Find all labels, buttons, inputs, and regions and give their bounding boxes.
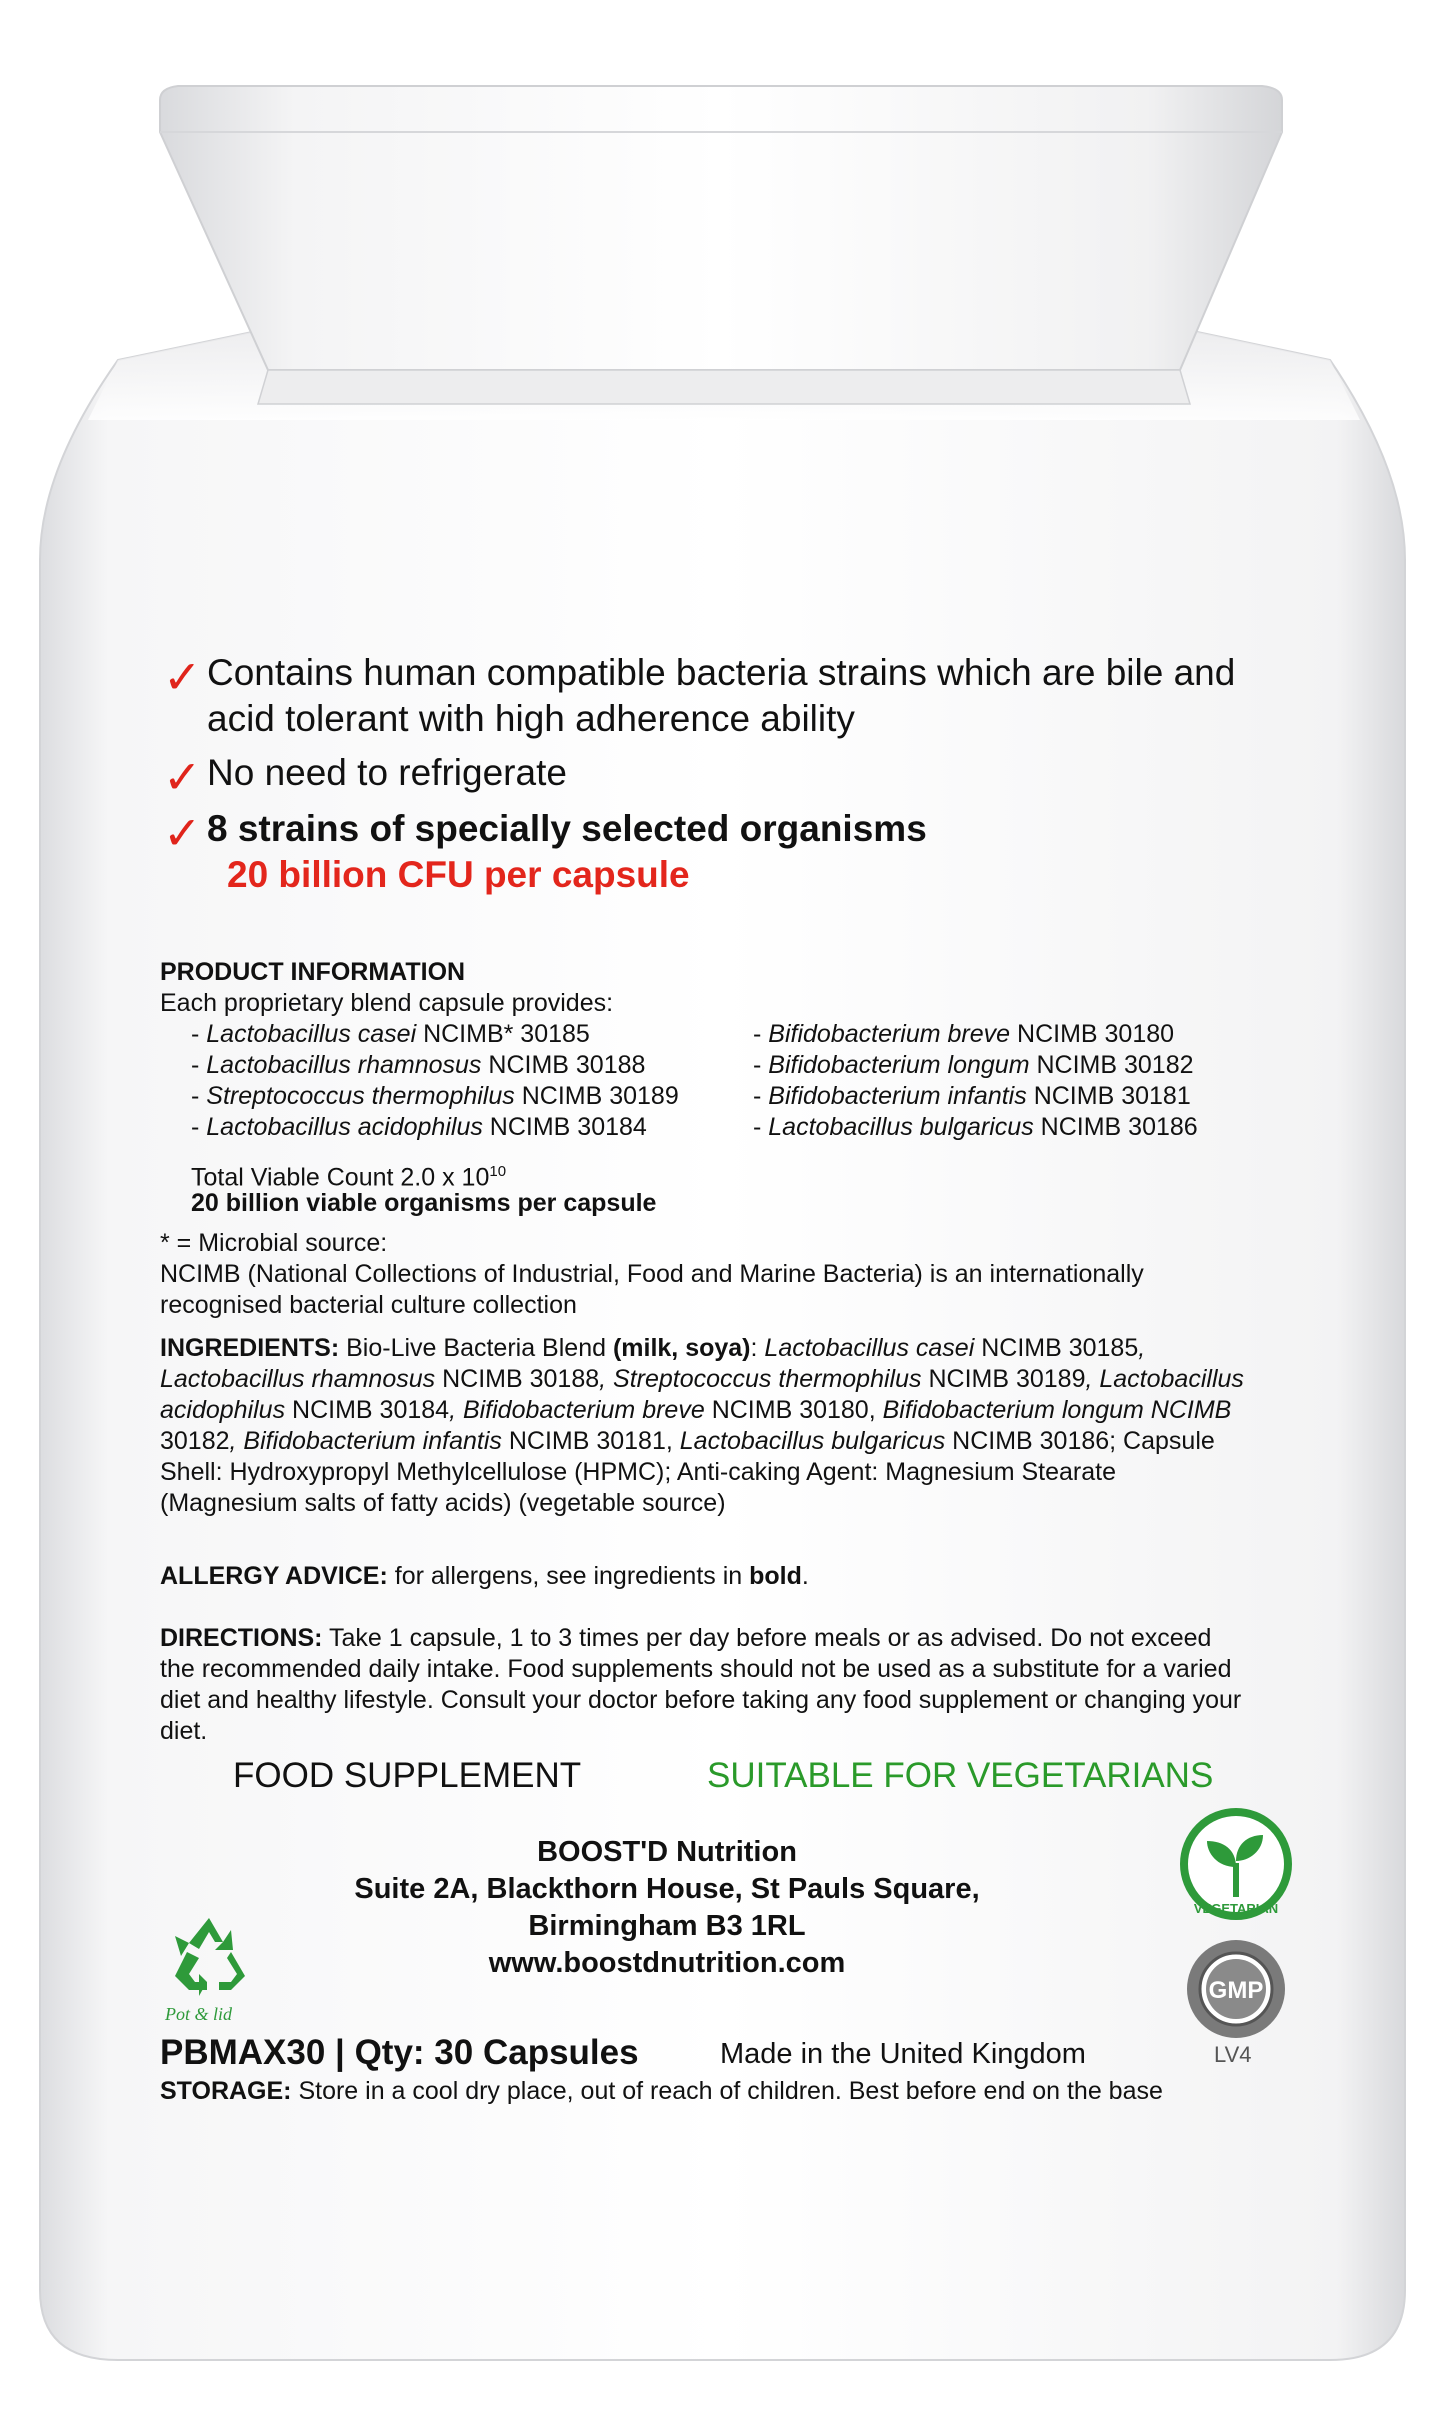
claim-3-line-1: 8 strains of specially selected organisms (207, 808, 927, 849)
gmp-badge-icon (1183, 1936, 1289, 2042)
claim-3-highlight: 20 billion CFU per capsule (227, 854, 690, 895)
strain-item: - Lactobacillus acidophilus NCIMB 30184 (191, 1113, 647, 1141)
recycle-icon (159, 1912, 259, 2004)
allergy-advice: ALLERGY ADVICE: for allergens, see ingredients in bold. (160, 1562, 809, 1590)
claim-1-line-1: Contains human compatible bacteria strains which are bile and (207, 652, 1236, 693)
strain-item: - Bifidobacterium breve NCIMB 30180 (753, 1020, 1175, 1048)
strain-item: - Lactobacillus bulgaricus NCIMB 30186 (753, 1113, 1198, 1141)
check-icon: ✓ (163, 651, 202, 703)
product-info-title: PRODUCT INFORMATION (160, 958, 466, 986)
strain-item: - Lactobacillus rhamnosus NCIMB 30188 (191, 1051, 646, 1079)
claim-2: No need to refrigerate (207, 752, 567, 793)
ingredients-text: INGREDIENTS: Bio-Live Bacteria Blend (milk, soya): Lactobacillus casei NCIMB 30185, Lactobacillus rhamnosus NCIMB 30188, Streptococcus thermophilus NCIMB 30189, Lactobacillus acidophilus NCIMB 30184, Bifidobacterium breve NCIMB 30180, Bifidobacterium longum NCIMB 30182, Bifidobacterium infantis NCIMB 30181, Lactobacillus bulgaricus NCIMB 30186; Capsule Shell: Hydroxypropyl Methylcellulose (HPMC); Anti-caking Agent: Magnesium Stearate (Magnesium salts of fatty acids) (vegetable source) (160, 1334, 1244, 1517)
made-in: Made in the United Kingdom (720, 2038, 1086, 2070)
company-block (267, 1834, 1067, 1982)
company-website: www.boostdnutrition.com (488, 1947, 846, 1979)
check-icon: ✓ (163, 807, 202, 859)
ingredient-fragment: NCIMB 30181, (501, 1427, 673, 1455)
company-name: BOOST'D Nutrition (537, 1836, 797, 1868)
ingredient-fragment: (milk, soya) (612, 1334, 751, 1362)
ingredient-fragment: NCIMB 30186; Capsule Shell: Hydroxypropyl Methylcellulose (HPMC); Anti-caking Agent: Magnesium Stearate (Magnesium salts of fatty acids) (vegetable source) (160, 1427, 1215, 1517)
recycle-label: Pot & lid (165, 2004, 232, 2024)
strain-item: - Lactobacillus casei NCIMB* 30185 (191, 1020, 590, 1048)
strain-item: - Streptococcus thermophilus NCIMB 30189 (191, 1082, 679, 1110)
company-address-2: Birmingham B3 1RL (528, 1910, 806, 1942)
product-label (117, 600, 1330, 2120)
company-address-1: Suite 2A, Blackthorn House, St Pauls Square, (354, 1873, 980, 1905)
strain-item: - Bifidobacterium longum NCIMB 30182 (753, 1051, 1194, 1079)
ingredient-fragment: Lactobacillus casei (764, 1334, 975, 1362)
ingredient-fragment: NCIMB 30180, (704, 1396, 876, 1424)
strain-list-right (753, 1019, 1198, 1143)
ingredient-fragment: Lactobacillus bulgaricus (672, 1427, 946, 1455)
product-info-intro: Each proprietary blend capsule provides: (160, 989, 614, 1017)
viable-count: Total Viable Count 2.0 x $10^{10}$ (191, 1163, 507, 1192)
microbial-line-2: recognised bacterial culture collection (160, 1291, 577, 1319)
product-code: PBMAX30 | Qty: 30 Capsules (160, 2033, 639, 2072)
ingredient-fragment: NCIMB 30188 (435, 1365, 600, 1393)
ingredient-fragment: NCIMB 30185 (974, 1334, 1139, 1362)
ingredient-fragment: Bifidobacterium longum NCIMB (875, 1396, 1232, 1424)
ingredient-fragment: Bio-Live Bacteria Blend (339, 1334, 613, 1362)
ingredient-fragment: : (750, 1334, 765, 1362)
version-code: LV4 (1214, 2042, 1252, 2067)
gmp-badge-text: GMP (1208, 1977, 1264, 2004)
microbial-title: * = Microbial source: (160, 1229, 388, 1257)
vegetarian-badge-icon (1177, 1805, 1295, 1923)
food-supplement-label: FOOD SUPPLEMENT (233, 1756, 582, 1795)
claim-1-line-2: acid tolerant with high adherence ability (207, 698, 855, 739)
strain-list-left (191, 1019, 679, 1143)
ingredient-fragment: , Bifidobacterium infantis (229, 1427, 502, 1455)
ingredient-fragment: , Lactobacillus acidophilus (160, 1365, 1244, 1424)
viable-summary: 20 billion viable organisms per capsule (191, 1189, 657, 1217)
vegetarian-badge-text: VEGETARIAN (1193, 1901, 1279, 1916)
directions: DIRECTIONS: Take 1 capsule, 1 to 3 times per day before meals or as advised. Do not exceed the recommended daily intake. Food supplements should not be used as a substitute for a varied diet and healthy lifestyle. Consult your doctor before taking any food supplement or changing your diet. (160, 1624, 1242, 1745)
ingredient-fragment: , Streptococcus thermophilus (599, 1365, 922, 1393)
ingredient-fragment: 30182 (160, 1427, 230, 1455)
vegetarian-label: SUITABLE FOR VEGETARIANS (707, 1756, 1214, 1795)
ingredient-fragment: , Lactobacillus rhamnosus (160, 1334, 1146, 1393)
strain-item: - Bifidobacterium infantis NCIMB 30181 (753, 1082, 1191, 1110)
storage: STORAGE: Store in a cool dry place, out of reach of children. Best before end on the base (160, 2077, 1163, 2105)
ingredient-fragment: NCIMB 30189 (921, 1365, 1086, 1393)
ingredient-fragment: , Bifidobacterium breve (449, 1396, 705, 1424)
ingredient-fragment: NCIMB 30184 (285, 1396, 450, 1424)
microbial-line-1: NCIMB (National Collections of Industrial, Food and Marine Bacteria) is an internationally (160, 1260, 1144, 1288)
check-icon: ✓ (163, 751, 202, 803)
